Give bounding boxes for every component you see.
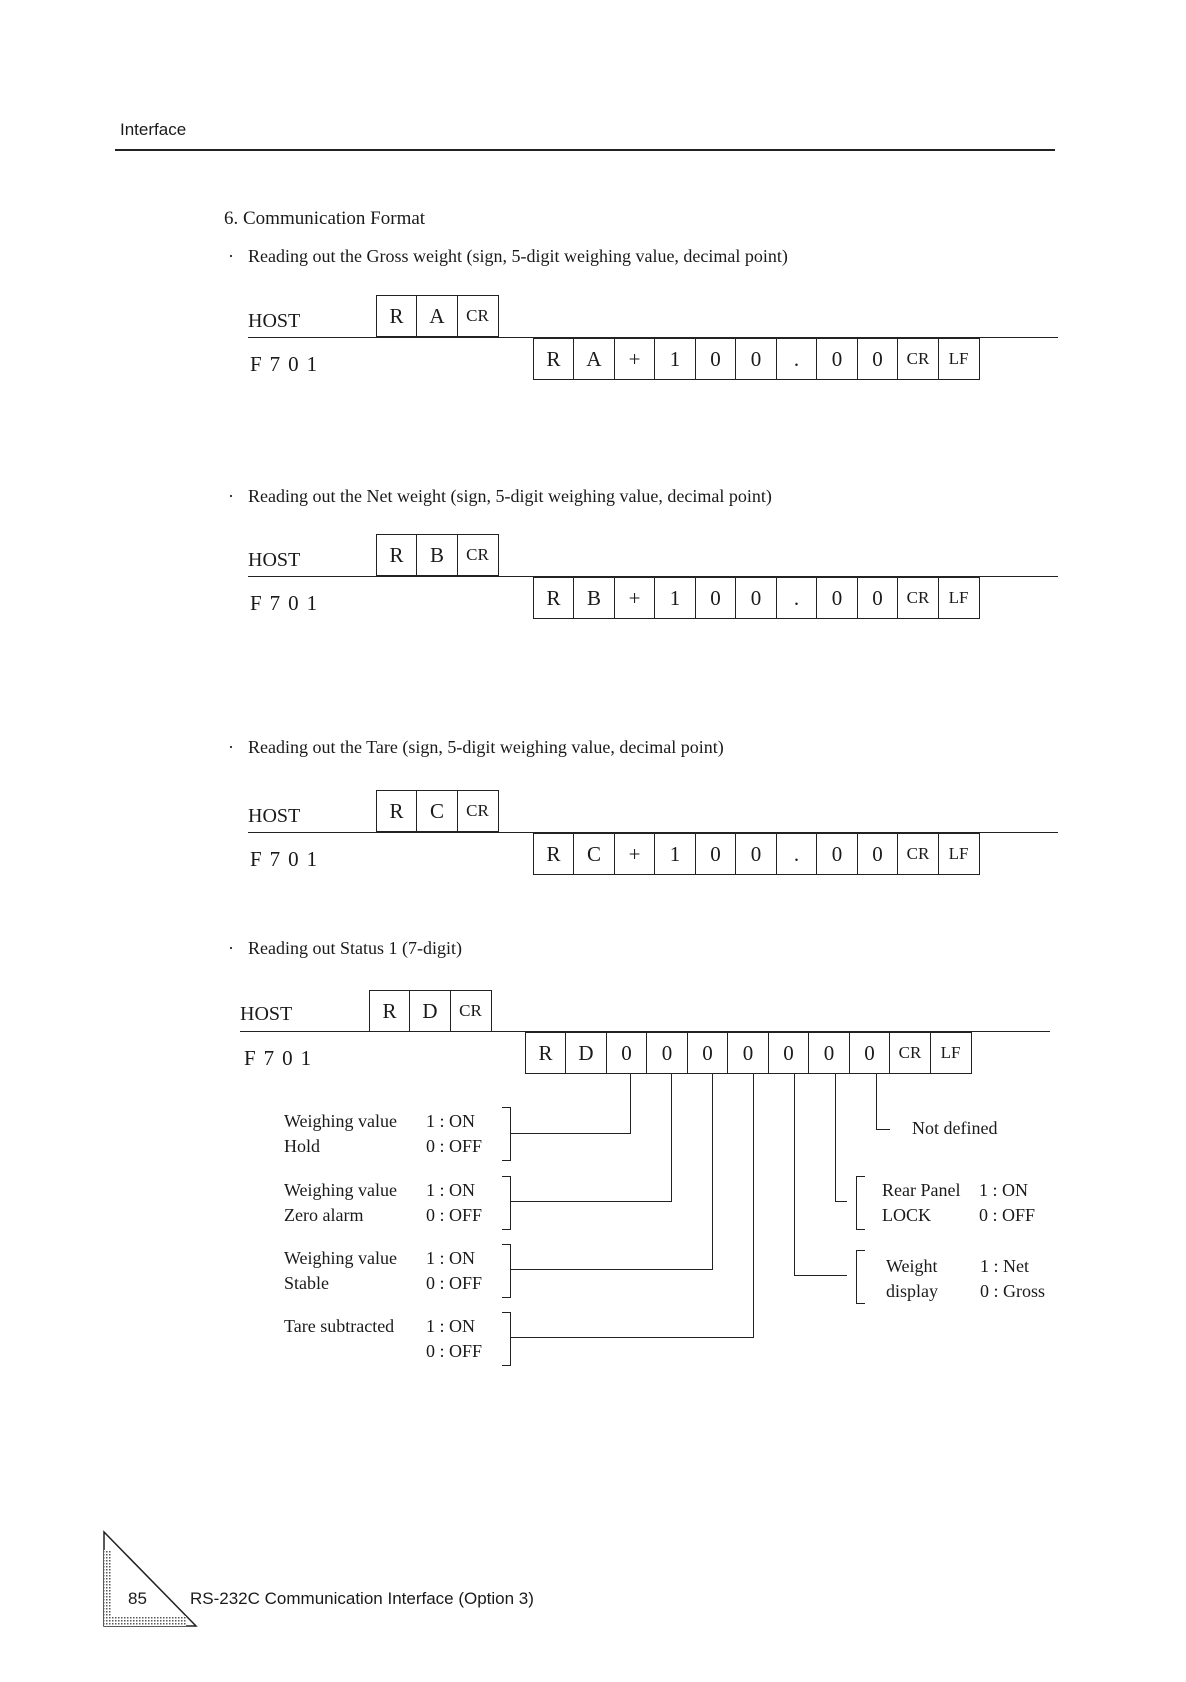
resp-cell: 0 xyxy=(695,833,737,875)
resp-cell: R xyxy=(533,577,575,619)
host-cell: B xyxy=(416,534,458,576)
device-response xyxy=(534,833,980,875)
resp-cell: 1 xyxy=(654,577,696,619)
connector-line xyxy=(630,1074,631,1134)
resp-cell: CR xyxy=(897,833,939,875)
resp-cell: LF xyxy=(938,338,980,380)
connector-line xyxy=(876,1129,890,1130)
device-label: F701 xyxy=(250,591,326,615)
host-cell: D xyxy=(409,990,451,1032)
note-stable: Weighing value 1 : ON Stable 0 : OFF xyxy=(284,1248,483,1293)
header-title: Interface xyxy=(120,120,187,139)
device-response xyxy=(534,338,980,380)
connector-line xyxy=(511,1269,713,1270)
device-response xyxy=(534,577,980,619)
resp-cell: LF xyxy=(938,833,980,875)
resp-cell: R xyxy=(533,833,575,875)
connector-line xyxy=(671,1074,672,1202)
block-desc: · Reading out Status 1 (7-digit) xyxy=(228,938,462,958)
resp-cell: 0 xyxy=(857,577,899,619)
resp-cell: 0 xyxy=(727,1032,769,1074)
resp-cell: CR xyxy=(897,577,939,619)
device-label: F701 xyxy=(244,1046,320,1070)
host-label: HOST xyxy=(240,1003,293,1025)
resp-cell: 0 xyxy=(849,1032,891,1074)
note-weight-display: Weight 1 : Net display 0 : Gross xyxy=(886,1256,1046,1301)
note-zero-alarm: Weighing value 1 : ON Zero alarm 0 : OFF xyxy=(284,1180,483,1225)
page-number: 85 xyxy=(128,1589,147,1608)
bracket xyxy=(856,1176,865,1230)
host-cell: R xyxy=(376,295,418,337)
resp-cell: D xyxy=(565,1032,607,1074)
section-title: 6. Communication Format xyxy=(224,208,426,229)
host-label: HOST xyxy=(248,549,301,571)
resp-cell: R xyxy=(533,338,575,380)
resp-cell: 0 xyxy=(735,338,777,380)
host-command xyxy=(377,295,499,337)
resp-cell: 0 xyxy=(816,833,858,875)
resp-cell: + xyxy=(614,577,656,619)
connector-line xyxy=(835,1074,836,1202)
device-response xyxy=(526,1032,972,1074)
resp-cell: . xyxy=(776,338,818,380)
resp-cell: LF xyxy=(930,1032,972,1074)
connector-line xyxy=(511,1133,631,1134)
host-cell: R xyxy=(376,790,418,832)
host-cell: CR xyxy=(450,990,492,1032)
resp-cell: R xyxy=(525,1032,567,1074)
host-command xyxy=(377,790,499,832)
resp-cell: 0 xyxy=(646,1032,688,1074)
host-command xyxy=(377,534,499,576)
block-desc: · Reading out the Tare (sign, 5-digit weighing value, decimal point) xyxy=(228,737,724,757)
note-not-defined: Not defined xyxy=(912,1118,998,1138)
host-cell: R xyxy=(369,990,411,1032)
resp-cell: LF xyxy=(938,577,980,619)
resp-cell: 1 xyxy=(654,338,696,380)
note-hold: Weighing value 1 : ON Hold 0 : OFF xyxy=(284,1111,483,1156)
host-cell: A xyxy=(416,295,458,337)
bracket xyxy=(502,1107,511,1161)
resp-cell: A xyxy=(573,338,615,380)
host-cell: CR xyxy=(457,790,499,832)
bracket xyxy=(502,1312,511,1366)
resp-cell: 0 xyxy=(768,1032,810,1074)
resp-cell: CR xyxy=(897,338,939,380)
resp-cell: CR xyxy=(889,1032,931,1074)
footer-title: RS-232C Communication Interface (Option 3) xyxy=(190,1589,534,1608)
host-cell: CR xyxy=(457,295,499,337)
connector-line xyxy=(753,1074,754,1338)
resp-cell: 0 xyxy=(857,338,899,380)
resp-cell: 0 xyxy=(695,338,737,380)
resp-cell: 0 xyxy=(816,577,858,619)
host-command xyxy=(370,990,492,1032)
host-label: HOST xyxy=(248,805,301,827)
resp-cell: 1 xyxy=(654,833,696,875)
connector-line xyxy=(794,1275,847,1276)
resp-cell: 0 xyxy=(735,577,777,619)
connector-line xyxy=(835,1201,847,1202)
connector-line xyxy=(876,1074,877,1130)
connector-line xyxy=(794,1074,795,1276)
resp-cell: 0 xyxy=(606,1032,648,1074)
resp-cell: 0 xyxy=(735,833,777,875)
connector-line xyxy=(511,1337,754,1338)
resp-cell: 0 xyxy=(687,1032,729,1074)
resp-cell: 0 xyxy=(808,1032,850,1074)
device-label: F701 xyxy=(250,352,326,376)
host-cell: CR xyxy=(457,534,499,576)
connector-line xyxy=(712,1074,713,1270)
device-label: F701 xyxy=(250,847,326,871)
resp-cell: 0 xyxy=(695,577,737,619)
resp-cell: . xyxy=(776,833,818,875)
note-tare: Tare subtracted 1 : ON 0 : OFF xyxy=(284,1316,483,1361)
block-desc: · Reading out the Net weight (sign, 5-digit weighing value, decimal point) xyxy=(228,486,772,506)
resp-cell: 0 xyxy=(857,833,899,875)
resp-cell: 0 xyxy=(816,338,858,380)
resp-cell: + xyxy=(614,833,656,875)
connector-line xyxy=(511,1201,672,1202)
host-cell: R xyxy=(376,534,418,576)
resp-cell: . xyxy=(776,577,818,619)
corner-triangle-icon xyxy=(100,1530,200,1630)
resp-cell: B xyxy=(573,577,615,619)
resp-cell: C xyxy=(573,833,615,875)
bracket xyxy=(856,1250,865,1304)
host-label: HOST xyxy=(248,310,301,332)
host-cell: C xyxy=(416,790,458,832)
resp-cell: + xyxy=(614,338,656,380)
note-rear-panel: Rear Panel 1 : ON LOCK 0 : OFF xyxy=(882,1180,1036,1225)
header-rule xyxy=(115,149,1055,151)
bracket xyxy=(502,1176,511,1230)
bracket xyxy=(502,1244,511,1298)
block-desc: · Reading out the Gross weight (sign, 5-digit weighing value, decimal point) xyxy=(228,246,788,266)
